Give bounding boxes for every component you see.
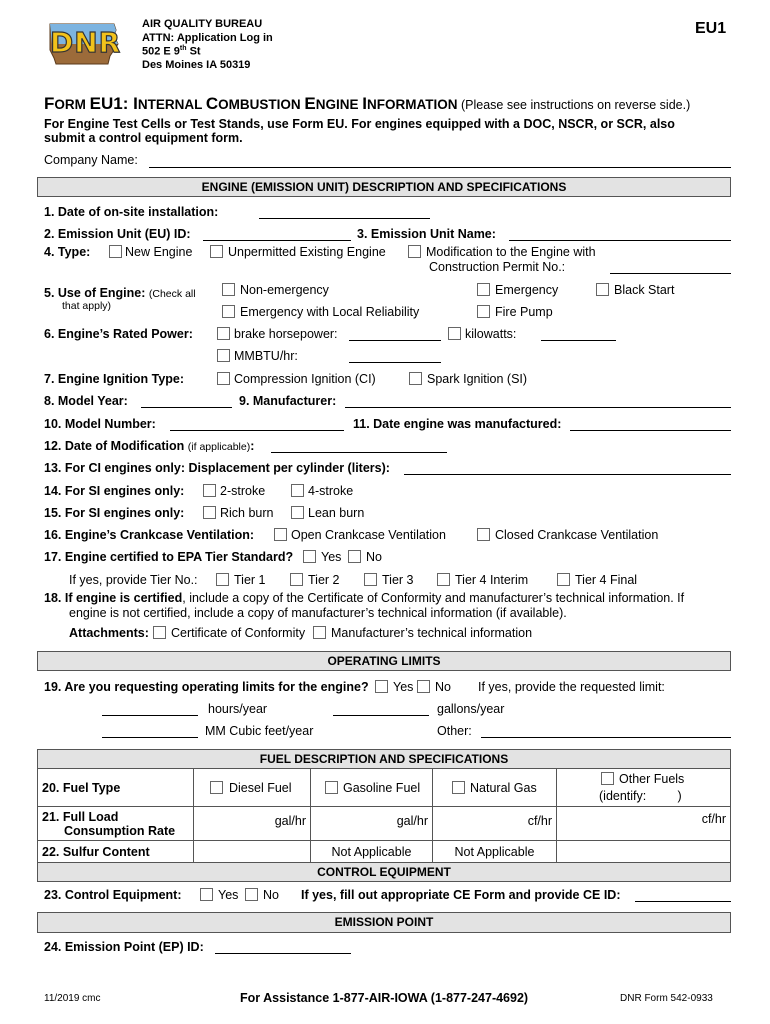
emergency-local-checkbox[interactable] [222,305,235,318]
form-code: EU1 [695,20,727,37]
fire-pump-label: Fire Pump [495,305,553,319]
tier1-checkbox[interactable] [216,573,229,586]
manufactured-date-field[interactable] [570,430,731,431]
company-label: Company Name: [44,153,138,167]
footer-assistance: For Assistance 1-877-AIR-IOWA (1-877-247-4692) [240,991,529,1005]
rich-burn-label: Rich burn [220,506,274,520]
consumption-label: 21. Full Load Consumption Rate [38,807,194,841]
fuel-table [37,768,731,863]
footer-date: 11/2019 cmc [44,993,101,1004]
q7-label: 7. Engine Ignition Type: [44,372,185,386]
model-year-field[interactable] [141,407,232,408]
gasoline-checkbox[interactable] [325,781,338,794]
page-title: FORM EU1: INTERNAL COMBUSTION ENGINE INFORMATION (Please see instructions on reverse side.) [44,94,691,113]
manufacturer-info-label: Manufacturer’s technical information [331,626,533,640]
unpermitted-checkbox[interactable] [210,245,223,258]
eu-name-field[interactable] [509,240,731,241]
open-crankcase-label: Open Crankcase Ventilation [291,528,446,542]
natgas-sulfur-cell: Not Applicable [433,841,557,863]
ce-id-field[interactable] [635,901,731,902]
si-label: Spark Ignition (SI) [427,372,528,386]
q5-note: that apply) [62,300,112,312]
closed-crankcase-checkbox[interactable] [477,528,490,541]
limits-yes-checkbox[interactable] [375,680,388,693]
two-stroke-checkbox[interactable] [203,484,216,497]
natgas-cell [433,769,557,807]
lean-burn-label: Lean burn [308,506,365,520]
other-rate-cell[interactable]: cf/hr [557,807,731,841]
lean-burn-checkbox[interactable] [291,506,304,519]
consumption-row [38,807,731,841]
non-emergency-label: Non-emergency [240,283,329,297]
certificate-label: Certificate of Conformity [171,626,306,640]
q9-label: 9. Manufacturer: [239,394,337,408]
q14-label: 14. For SI engines only: [44,484,185,498]
q12-label: 12. Date of Modification (if applicable): [44,439,255,453]
q11-label: 11. Date engine was manufactured: [353,417,562,431]
mmbtu-checkbox[interactable] [217,349,230,362]
emergency-label: Emergency [495,283,559,297]
diesel-rate-cell[interactable]: gal/hr [194,807,311,841]
closed-crankcase-label: Closed Crankcase Ventilation [495,528,659,542]
diesel-label: Diesel Fuel [229,781,292,795]
bhp-checkbox[interactable] [217,327,230,340]
diesel-cell [194,769,311,807]
agency-name: AIR QUALITY BUREAU [142,18,263,30]
q13-label: 13. For CI engines only: Displacement per cylinder (liters): [44,461,390,475]
rich-burn-checkbox[interactable] [203,506,216,519]
subtitle-line2: submit a control equipment form. [44,131,243,145]
sulfur-row [38,841,731,863]
address-line: 502 E 9th St [142,45,201,58]
tier-yes-label: Yes [321,550,342,564]
q2-label: 2. Emission Unit (EU) ID: [44,227,191,241]
fuel-type-label: 20. Fuel Type [38,769,194,807]
tier3-checkbox[interactable] [364,573,377,586]
subtitle-line1: For Engine Test Cells or Test Stands, use Form EU. For engines equipped with a DOC, NSCR, or SCR, also [44,117,675,131]
certificate-checkbox[interactable] [153,626,166,639]
identify-label: (identify: ) [599,789,682,803]
q15-label: 15. For SI engines only: [44,506,185,520]
tier-no-checkbox[interactable] [348,550,361,563]
tier4-final-label: Tier 4 Final [575,573,638,587]
natgas-label: Natural Gas [470,781,537,795]
open-crankcase-checkbox[interactable] [274,528,287,541]
black-start-checkbox[interactable] [596,283,609,296]
tier4-interim-label: Tier 4 Interim [455,573,529,587]
other-fuel-label: Other Fuels [619,772,685,786]
control-yes-checkbox[interactable] [200,888,213,901]
kilowatts-field[interactable] [541,340,616,341]
construction-permit-field[interactable] [610,273,731,274]
hours-year-label: hours/year [208,702,268,716]
q18-line2: engine is not certified, include a copy of manufacturer’s technical information (if available). [69,606,567,620]
gallons-year-label: gallons/year [437,702,505,716]
dnr-logo [44,20,120,68]
section-control-header: CONTROL EQUIPMENT [37,862,731,882]
natgas-rate-cell[interactable]: cf/hr [433,807,557,841]
q1-label: 1. Date of on-site installation: [44,205,219,219]
kilowatts-checkbox[interactable] [448,327,461,340]
gasoline-sulfur-cell: Not Applicable [311,841,433,863]
four-stroke-label: 4-stroke [308,484,354,498]
attachments-label: Attachments: [69,626,149,640]
sulfur-label: 22. Sulfur Content [38,841,194,863]
other-limit-field[interactable] [481,737,731,738]
q17-label: 17. Engine certified to EPA Tier Standard? [44,550,294,564]
footer-form-number: DNR Form 542-0933 [620,993,713,1004]
q16-label: 16. Engine’s Crankcase Ventilation: [44,528,255,542]
mmcf-year-label: MM Cubic feet/year [205,724,314,738]
gasoline-label: Gasoline Fuel [343,781,421,795]
emergency-local-label: Emergency with Local Reliability [240,305,420,319]
tier4-final-checkbox[interactable] [557,573,570,586]
tier1-label: Tier 1 [234,573,266,587]
other-limit-label: Other: [437,724,472,738]
other-fuel-checkbox[interactable] [601,772,614,785]
fire-pump-checkbox[interactable] [477,305,490,318]
limits-yes-label: Yes [393,680,414,694]
tier2-label: Tier 2 [308,573,340,587]
limits-ifyes-label: If yes, provide the requested limit: [478,680,665,694]
control-ifyes-label: If yes, fill out appropriate CE Form and provide CE ID: [301,888,621,902]
mmcf-year-field[interactable] [102,737,198,738]
si-checkbox[interactable] [409,372,422,385]
tier-number-label: If yes, provide Tier No.: [69,573,198,587]
bhp-field[interactable] [349,340,441,341]
logo-text: DNR [50,26,122,59]
manufacturer-field[interactable] [345,407,731,408]
diesel-sulfur-cell[interactable] [194,841,311,863]
hours-year-field[interactable] [102,715,198,716]
modification-date-field[interactable] [271,452,447,453]
mmbtu-field[interactable] [349,362,441,363]
limits-no-checkbox[interactable] [417,680,430,693]
displacement-field[interactable] [404,474,731,475]
section-engine-header: ENGINE (EMISSION UNIT) DESCRIPTION AND SPECIFICATIONS [37,177,731,197]
natgas-checkbox[interactable] [452,781,465,794]
other-fuel-cell [557,769,731,807]
bhp-label: brake horsepower: [234,327,338,341]
gallons-year-field[interactable] [333,715,429,716]
tier-no-label: No [366,550,382,564]
construction-permit-label: Construction Permit No.: [429,260,566,274]
other-sulfur-cell[interactable] [557,841,731,863]
control-yes-label: Yes [218,888,239,902]
q5-label: 5. Use of Engine: (Check all [44,286,196,300]
q4-label: 4. Type: [44,245,91,259]
new-engine-checkbox[interactable] [109,245,122,258]
q3-label: 3. Emission Unit Name: [357,227,496,241]
company-name-field[interactable] [149,167,731,168]
control-no-label: No [263,888,279,902]
gasoline-rate-cell[interactable]: gal/hr [311,807,433,841]
diesel-checkbox[interactable] [210,781,223,794]
mmbtu-label: MMBTU/hr: [234,349,298,363]
black-start-label: Black Start [614,283,675,297]
non-emergency-checkbox[interactable] [222,283,235,296]
q23-label: 23. Control Equipment: [44,888,182,902]
ci-label: Compression Ignition (CI) [234,372,376,386]
eu-id-field[interactable] [203,240,351,241]
q24-label: 24. Emission Point (EP) ID: [44,940,204,954]
city-line: Des Moines IA 50319 [142,59,251,71]
modification-checkbox[interactable] [408,245,421,258]
kilowatts-label: kilowatts: [465,327,517,341]
two-stroke-label: 2-stroke [220,484,266,498]
manufacturer-info-checkbox[interactable] [313,626,326,639]
unpermitted-label: Unpermitted Existing Engine [228,245,386,259]
section-emission-header: EMISSION POINT [37,912,731,933]
new-engine-label: New Engine [125,245,193,259]
model-number-field[interactable] [170,430,344,431]
tier-yes-checkbox[interactable] [303,550,316,563]
q18-line1: 18. If engine is certified, include a copy of the Certificate of Conformity and manufacturer’s technical information. If [44,591,685,605]
section-operating-header: OPERATING LIMITS [37,651,731,671]
fuel-type-row [38,769,731,807]
attn-line: ATTN: Application Log in [142,32,273,44]
installation-date-field[interactable] [259,218,430,219]
tier4-interim-checkbox[interactable] [437,573,450,586]
tier2-checkbox[interactable] [290,573,303,586]
ep-id-field[interactable] [215,953,351,954]
tier3-label: Tier 3 [382,573,414,587]
modification-label: Modification to the Engine with [426,245,596,259]
gasoline-cell [311,769,433,807]
section-fuel-header: FUEL DESCRIPTION AND SPECIFICATIONS [37,749,731,769]
control-no-checkbox[interactable] [245,888,258,901]
q19-label: 19. Are you requesting operating limits for the engine? [44,680,369,694]
four-stroke-checkbox[interactable] [291,484,304,497]
q10-label: 10. Model Number: [44,417,156,431]
limits-no-label: No [435,680,451,694]
emergency-checkbox[interactable] [477,283,490,296]
q6-label: 6. Engine’s Rated Power: [44,327,193,341]
q8-label: 8. Model Year: [44,394,128,408]
ci-checkbox[interactable] [217,372,230,385]
